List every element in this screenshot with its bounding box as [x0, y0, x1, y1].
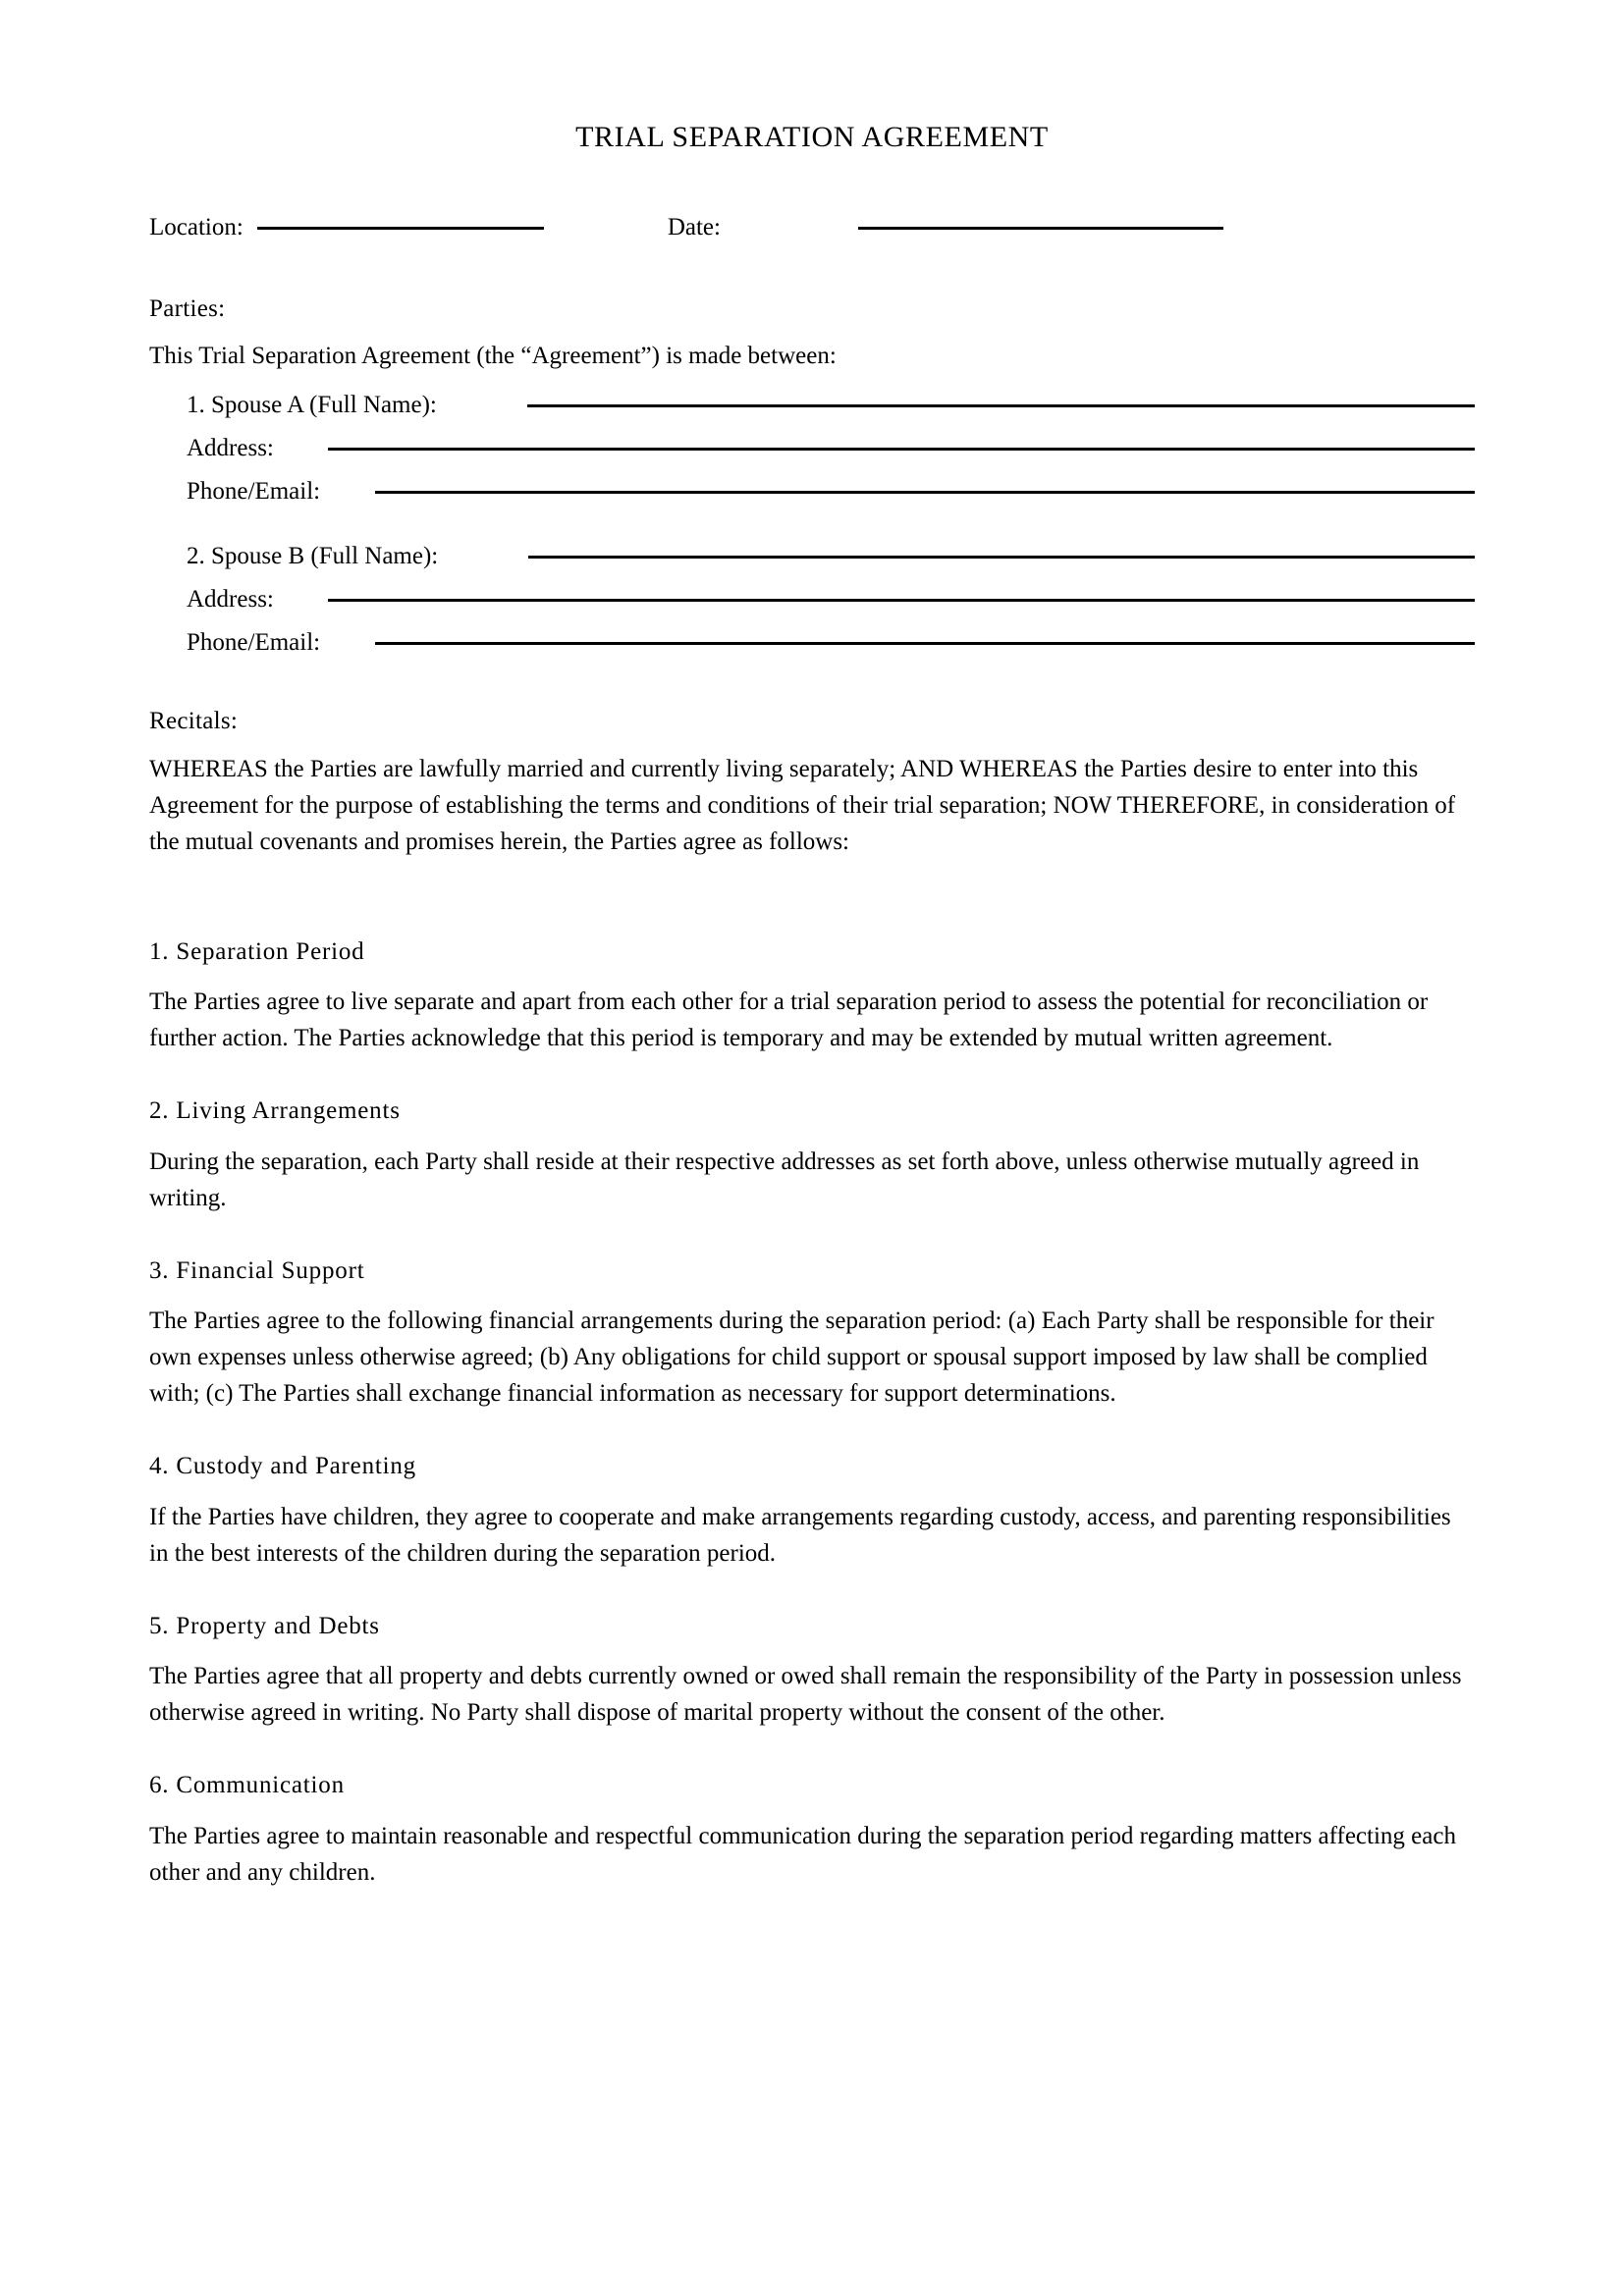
section-body: The Parties agree to maintain reasonable and respectful communication during the separation period regarding matters affecting each other and any children.: [149, 1822, 1456, 1886]
spouse-a-address-label: Address:: [187, 434, 274, 461]
section-communication: [149, 1770, 1475, 1891]
section-living-arrangements: [149, 1095, 1475, 1216]
recitals-body: WHEREAS the Parties are lawfully married and currently living separately; AND WHEREAS the Parties desire to enter into this Agreement for the purpose of establishing the terms and conditions of their trial separation; NOW THEREFORE, in consideration of the mutual covenants and promises herein, the Parties agree as follows:: [149, 755, 1456, 855]
numbered-sections: [149, 936, 1475, 1891]
section-property-and-debts: [149, 1611, 1475, 1732]
spouse-b-address-row: [149, 586, 1475, 614]
spouse-b-name-row: [149, 543, 1475, 570]
recitals-heading: Recitals:: [149, 707, 239, 734]
spouse-b-contact-label: Phone/Email:: [187, 628, 321, 656]
spouse-b-contact-input-line[interactable]: [375, 642, 1475, 645]
spouse-b-name-input-line[interactable]: [528, 556, 1475, 559]
section-heading: 2. Living Arrangements: [149, 1097, 401, 1124]
page-title: TRIAL SEPARATION AGREEMENT: [575, 121, 1049, 153]
date-input-line[interactable]: [858, 227, 1223, 230]
section-heading: 4. Custody and Parenting: [149, 1453, 416, 1479]
section-heading: 5. Property and Debts: [149, 1612, 380, 1639]
section-heading: 3. Financial Support: [149, 1256, 365, 1284]
spouse-a-contact-input-line[interactable]: [375, 491, 1475, 494]
section-heading: 6. Communication: [149, 1772, 345, 1798]
spouse-a-address-input-line[interactable]: [328, 448, 1475, 451]
section-heading: 1. Separation Period: [149, 937, 365, 965]
date-label: Date:: [667, 214, 721, 240]
section-financial-support: [149, 1255, 1475, 1413]
spouse-a-name-row: [149, 392, 1475, 419]
location-label: Location:: [149, 214, 244, 240]
section-separation-period: [149, 936, 1475, 1057]
section-body: The Parties agree to the following financial arrangements during the separation period: (a) Each Party shall be responsible for their own expenses unless otherwise agreed; (b) Any obligations for child support or spousal support imposed by law shall be complied with; (c) The Parties shall exchange financial information as necessary for support determinations.: [149, 1308, 1435, 1407]
location-date-row: [149, 212, 1475, 244]
spouse-b-contact-row: [149, 629, 1475, 657]
spouse-b-address-input-line[interactable]: [328, 599, 1475, 602]
spouse-a-name-input-line[interactable]: [527, 404, 1475, 407]
party-group-spouse-b: [149, 543, 1475, 657]
location-input-line[interactable]: [257, 227, 544, 230]
spouse-a-address-row: [149, 435, 1475, 462]
spouse-b-name-label: 2. Spouse B (Full Name):: [187, 542, 439, 569]
section-custody-and-parenting: [149, 1451, 1475, 1572]
section-body: The Parties agree that all property and debts currently owned or owed shall remain the responsibility of the Party in possession unless otherwise agreed in writing. No Party shall dispose of marital property without the consent of the other.: [149, 1663, 1462, 1726]
parties-heading: Parties:: [149, 294, 226, 322]
spouse-a-contact-label: Phone/Email:: [187, 477, 321, 505]
section-body: The Parties agree to live separate and apart from each other for a trial separation period to assess the potential for reconciliation or further action. The Parties acknowledge that this period is temporary and may be extended by mutual written agreement.: [149, 988, 1429, 1051]
section-body: If the Parties have children, they agree to cooperate and make arrangements regarding custody, access, and parenting responsibilities in the best interests of the children during the separation period.: [149, 1503, 1451, 1567]
spouse-a-name-label: 1. Spouse A (Full Name):: [187, 391, 437, 418]
spouse-a-contact-row: [149, 478, 1475, 506]
section-body: During the separation, each Party shall reside at their respective addresses as set forth above, unless otherwise mutually agreed in writing.: [149, 1148, 1420, 1211]
parties-lead-in: This Trial Separation Agreement (the “Agreement”) is made between:: [149, 342, 837, 369]
party-group-spouse-a: [149, 392, 1475, 506]
spouse-b-address-label: Address:: [187, 585, 274, 613]
